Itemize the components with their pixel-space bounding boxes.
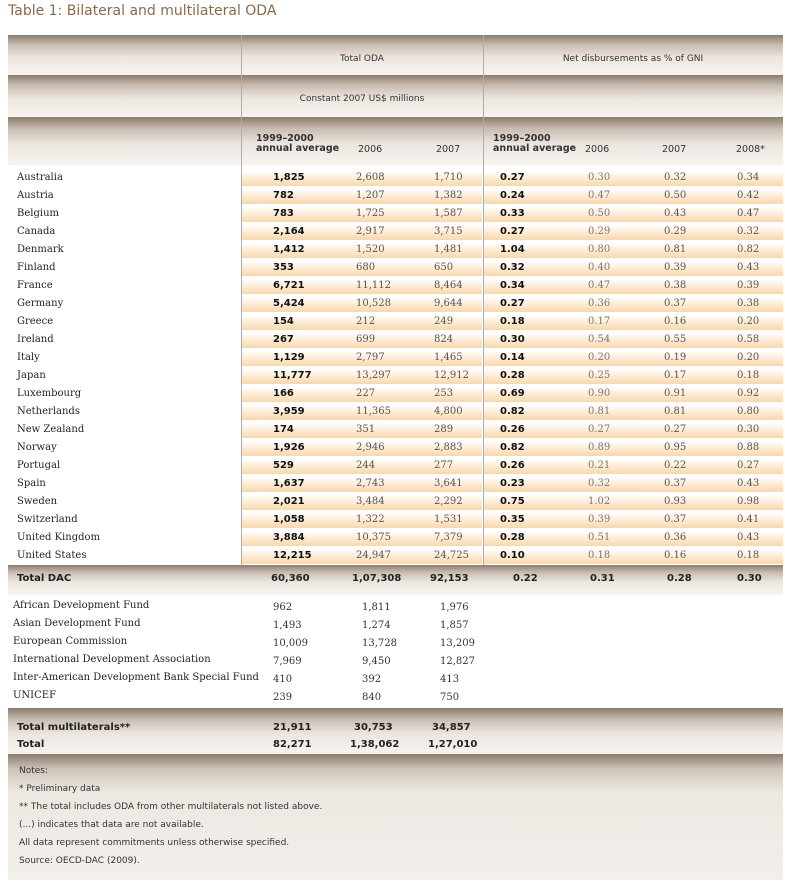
table-cell: 0.43 xyxy=(737,532,760,543)
table-cell: 0.34 xyxy=(500,280,525,291)
table-cell: 24,725 xyxy=(434,550,469,561)
table-cell: 277 xyxy=(434,460,454,471)
table-cell: 0.92 xyxy=(737,388,760,399)
oda-table xyxy=(8,35,783,880)
table-cell: 0.81 xyxy=(664,406,687,417)
table-cell: 0.81 xyxy=(664,244,687,255)
total-2006: 1,38,062 xyxy=(350,739,400,750)
table-cell: 154 xyxy=(273,316,294,327)
table-cell: 0.27 xyxy=(500,172,525,183)
table-cell: 0.29 xyxy=(588,226,611,237)
multilateral-cell: 239 xyxy=(273,692,293,703)
table-cell: 0.32 xyxy=(664,172,687,183)
table-cell: 0.25 xyxy=(588,370,611,381)
table-cell: 7,379 xyxy=(434,532,463,543)
country-label: Canada xyxy=(17,226,56,237)
table-cell: 2,292 xyxy=(434,496,463,507)
multilateral-row xyxy=(8,600,783,618)
country-label: United Kingdom xyxy=(17,532,100,543)
table-cell: 253 xyxy=(434,388,454,399)
table-cell: 0.38 xyxy=(737,298,760,309)
table-cell: 3,884 xyxy=(273,532,305,543)
table-row xyxy=(8,259,783,277)
table-row xyxy=(8,421,783,439)
country-label: Finland xyxy=(17,262,56,273)
multilateral-cell: 9,450 xyxy=(362,656,391,667)
table-cell: 0.95 xyxy=(664,442,687,453)
total-dac-gni-2007: 0.28 xyxy=(667,573,692,584)
table-cell: 0.42 xyxy=(737,190,760,201)
country-label: Greece xyxy=(17,316,54,327)
table-row xyxy=(8,331,783,349)
table-cell: 529 xyxy=(273,460,294,471)
table-cell: 2,608 xyxy=(356,172,385,183)
table-cell: 1,481 xyxy=(434,244,463,255)
multilateral-cell: 750 xyxy=(440,692,460,703)
table-cell: 824 xyxy=(434,334,454,345)
note-source: Source: OECD-DAC (2009). xyxy=(19,856,140,866)
table-cell: 0.39 xyxy=(588,514,611,525)
table-cell: 0.27 xyxy=(664,424,687,435)
table-cell: 0.37 xyxy=(664,478,687,489)
multilateral-cell: 392 xyxy=(362,674,382,685)
table-cell: 0.21 xyxy=(588,460,611,471)
table-cell: 0.54 xyxy=(588,334,611,345)
country-label: Switzerland xyxy=(17,514,78,525)
table-cell: 1,725 xyxy=(356,208,385,219)
multilateral-cell: 1,976 xyxy=(440,602,469,613)
table-cell: 1,129 xyxy=(273,352,305,363)
table-cell: 2,797 xyxy=(356,352,385,363)
country-label: Spain xyxy=(17,478,46,489)
multilateral-cell: 10,009 xyxy=(273,638,308,649)
table-cell: 1,412 xyxy=(273,244,305,255)
table-cell: 0.81 xyxy=(588,406,611,417)
country-label: Ireland xyxy=(17,334,54,345)
country-label: New Zealand xyxy=(17,424,85,435)
multilateral-label: UNICEF xyxy=(13,690,57,701)
table-title: Table 1: Bilateral and multilateral ODA xyxy=(8,3,277,19)
multilateral-label: Inter-American Development Bank Special Fund xyxy=(13,672,259,683)
table-cell: 0.29 xyxy=(664,226,687,237)
table-row xyxy=(8,313,783,331)
table-cell: 0.26 xyxy=(500,424,525,435)
table-cell: 0.55 xyxy=(664,334,687,345)
table-cell: 650 xyxy=(434,262,454,273)
table-cell: 0.80 xyxy=(588,244,611,255)
total-multilaterals-avg: 21,911 xyxy=(273,722,312,733)
table-cell: 3,715 xyxy=(434,226,463,237)
table-cell: 0.43 xyxy=(664,208,687,219)
table-cell: 0.30 xyxy=(588,172,611,183)
col-2007-oda: 2007 xyxy=(436,144,461,155)
constant-header: Constant 2007 US$ millions xyxy=(299,94,425,104)
table-cell: 0.89 xyxy=(588,442,611,453)
country-label: United States xyxy=(17,550,87,561)
total-multilaterals-label: Total multilaterals** xyxy=(17,722,131,733)
table-cell: 0.18 xyxy=(737,550,760,561)
table-row xyxy=(8,295,783,313)
table-cell: 0.10 xyxy=(500,550,525,561)
table-cell: 0.18 xyxy=(500,316,525,327)
multilateral-cell: 7,969 xyxy=(273,656,302,667)
country-label: Denmark xyxy=(17,244,64,255)
table-cell: 0.27 xyxy=(500,298,525,309)
table-row xyxy=(8,529,783,547)
table-cell: 0.51 xyxy=(588,532,611,543)
table-cell: 1.02 xyxy=(588,496,611,507)
table-cell: 4,800 xyxy=(434,406,463,417)
net-disb-header: Net disbursements as % of GNI xyxy=(562,54,704,64)
table-row xyxy=(8,187,783,205)
table-cell: 2,743 xyxy=(356,478,385,489)
total-dac-gni-2006: 0.31 xyxy=(590,573,615,584)
table-cell: 0.35 xyxy=(500,514,525,525)
table-cell: 1,520 xyxy=(356,244,385,255)
table-cell: 0.43 xyxy=(737,262,760,273)
total-dac-gni-avg: 0.22 xyxy=(513,573,538,584)
table-row xyxy=(8,277,783,295)
multilateral-label: International Development Association xyxy=(13,654,211,665)
col-2006-oda: 2006 xyxy=(358,144,383,155)
table-cell: 0.20 xyxy=(737,316,760,327)
table-cell: 1,637 xyxy=(273,478,305,489)
multilateral-row xyxy=(8,654,783,672)
table-cell: 0.24 xyxy=(500,190,525,201)
table-cell: 13,297 xyxy=(356,370,391,381)
table-cell: 0.18 xyxy=(588,550,611,561)
table-cell: 0.58 xyxy=(737,334,760,345)
total-multilaterals-2007: 34,857 xyxy=(432,722,471,733)
table-row xyxy=(8,547,783,565)
multilateral-label: Asian Development Fund xyxy=(13,618,141,629)
table-cell: 249 xyxy=(434,316,454,327)
table-cell: 1.04 xyxy=(500,244,525,255)
table-cell: 0.82 xyxy=(500,442,525,453)
multilateral-cell: 410 xyxy=(273,674,293,685)
country-label: Austria xyxy=(17,190,54,201)
col-avg-line1: 1999–2000 xyxy=(256,133,314,144)
multilateral-cell: 1,811 xyxy=(362,602,391,613)
total-dac-2006: 1,07,308 xyxy=(352,573,402,584)
table-cell: 1,531 xyxy=(434,514,463,525)
table-row xyxy=(8,475,783,493)
table-cell: 11,365 xyxy=(356,406,391,417)
country-label: Germany xyxy=(17,298,64,309)
table-cell: 0.38 xyxy=(664,280,687,291)
table-cell: 0.20 xyxy=(588,352,611,363)
table-cell: 0.43 xyxy=(737,478,760,489)
table-cell: 2,164 xyxy=(273,226,305,237)
table-cell: 1,465 xyxy=(434,352,463,363)
table-cell: 1,710 xyxy=(434,172,463,183)
table-cell: 0.32 xyxy=(737,226,760,237)
table-cell: 0.41 xyxy=(737,514,760,525)
table-cell: 11,777 xyxy=(273,370,312,381)
table-cell: 680 xyxy=(356,262,376,273)
table-cell: 0.30 xyxy=(737,424,760,435)
country-label: Belgium xyxy=(17,208,59,219)
table-row xyxy=(8,349,783,367)
table-cell: 0.18 xyxy=(737,370,760,381)
table-row xyxy=(8,403,783,421)
table-cell: 0.32 xyxy=(500,262,525,273)
multilateral-row xyxy=(8,636,783,654)
multilateral-cell: 13,728 xyxy=(362,638,397,649)
multilateral-row xyxy=(8,672,783,690)
table-cell: 0.16 xyxy=(664,316,687,327)
multilateral-row xyxy=(8,690,783,708)
table-cell: 289 xyxy=(434,424,454,435)
table-cell: 10,528 xyxy=(356,298,391,309)
table-cell: 0.34 xyxy=(737,172,760,183)
total-dac-2007: 92,153 xyxy=(430,573,469,584)
table-cell: 0.37 xyxy=(664,514,687,525)
note-not-available: (...) indicates that data are not available. xyxy=(19,820,204,830)
table-cell: 1,058 xyxy=(273,514,305,525)
table-cell: 0.30 xyxy=(500,334,525,345)
table-cell: 1,382 xyxy=(434,190,463,201)
table-cell: 174 xyxy=(273,424,294,435)
note-preliminary: * Preliminary data xyxy=(19,784,101,794)
multilateral-cell: 413 xyxy=(440,674,460,685)
table-row xyxy=(8,457,783,475)
table-cell: 0.40 xyxy=(588,262,611,273)
table-cell: 0.47 xyxy=(737,208,760,219)
multilateral-cell: 1,857 xyxy=(440,620,469,631)
country-label: France xyxy=(17,280,53,291)
table-cell: 12,215 xyxy=(273,550,312,561)
table-cell: 0.98 xyxy=(737,496,760,507)
table-cell: 11,112 xyxy=(356,280,391,291)
multilateral-cell: 13,209 xyxy=(440,638,475,649)
table-cell: 1,587 xyxy=(434,208,463,219)
table-cell: 0.88 xyxy=(737,442,760,453)
table-cell: 2,021 xyxy=(273,496,305,507)
table-cell: 0.93 xyxy=(664,496,687,507)
table-cell: 0.28 xyxy=(500,532,525,543)
multilateral-cell: 12,827 xyxy=(440,656,475,667)
multilateral-label: European Commission xyxy=(13,636,128,647)
total-oda-header: Total ODA xyxy=(340,54,384,64)
table-cell: 0.82 xyxy=(737,244,760,255)
multilateral-cell: 962 xyxy=(273,602,293,613)
col-2008-gni: 2008* xyxy=(736,144,765,155)
table-cell: 24,947 xyxy=(356,550,391,561)
table-cell: 0.22 xyxy=(664,460,687,471)
table-cell: 0.23 xyxy=(500,478,525,489)
total-multilaterals-2006: 30,753 xyxy=(354,722,393,733)
col-avg-line2: annual average xyxy=(493,143,577,154)
table-cell: 3,641 xyxy=(434,478,463,489)
table-cell: 1,322 xyxy=(356,514,385,525)
col-avg-line1: 1999–2000 xyxy=(493,133,551,144)
table-cell: 0.14 xyxy=(500,352,525,363)
table-cell: 0.69 xyxy=(500,388,525,399)
table-cell: 0.16 xyxy=(664,550,687,561)
table-cell: 2,917 xyxy=(356,226,385,237)
table-row xyxy=(8,169,783,187)
col-2006-gni: 2006 xyxy=(585,144,610,155)
table-cell: 0.39 xyxy=(664,262,687,273)
multilateral-cell: 1,493 xyxy=(273,620,302,631)
country-label: Netherlands xyxy=(17,406,80,417)
col-avg-line2: annual average xyxy=(256,143,340,154)
table-cell: 0.27 xyxy=(737,460,760,471)
table-cell: 782 xyxy=(273,190,294,201)
table-cell: 351 xyxy=(356,424,376,435)
table-cell: 2,946 xyxy=(356,442,385,453)
header-band-3 xyxy=(8,117,783,165)
table-cell: 10,375 xyxy=(356,532,391,543)
multilateral-label: African Development Fund xyxy=(13,600,150,611)
table-row xyxy=(8,205,783,223)
notes-heading: Notes: xyxy=(19,766,49,776)
table-cell: 0.39 xyxy=(737,280,760,291)
table-cell: 166 xyxy=(273,388,294,399)
table-cell: 1,207 xyxy=(356,190,385,201)
table-cell: 0.80 xyxy=(737,406,760,417)
table-row xyxy=(8,511,783,529)
table-cell: 244 xyxy=(356,460,376,471)
table-row xyxy=(8,241,783,259)
notes xyxy=(19,762,322,870)
table-cell: 699 xyxy=(356,334,376,345)
total-avg: 82,271 xyxy=(273,739,312,750)
table-cell: 0.17 xyxy=(664,370,687,381)
multilateral-cell: 840 xyxy=(362,692,382,703)
table-cell: 2,883 xyxy=(434,442,463,453)
total-2007: 1,27,010 xyxy=(428,739,478,750)
country-label: Norway xyxy=(17,442,57,453)
table-cell: 353 xyxy=(273,262,294,273)
table-cell: 1,825 xyxy=(273,172,305,183)
table-cell: 0.91 xyxy=(664,388,687,399)
table-cell: 267 xyxy=(273,334,294,345)
table-cell: 6,721 xyxy=(273,280,305,291)
table-cell: 1,926 xyxy=(273,442,305,453)
country-label: Australia xyxy=(17,172,63,183)
country-label: Japan xyxy=(17,370,46,381)
note-commitments: All data represent commitments unless otherwise specified. xyxy=(19,838,290,848)
table-cell: 783 xyxy=(273,208,294,219)
table-cell: 0.50 xyxy=(664,190,687,201)
table-cell: 3,959 xyxy=(273,406,305,417)
table-row xyxy=(8,367,783,385)
table-cell: 3,484 xyxy=(356,496,385,507)
country-label: Luxembourg xyxy=(17,388,82,399)
table-cell: 0.32 xyxy=(588,478,611,489)
table-cell: 212 xyxy=(356,316,376,327)
country-label: Portugal xyxy=(17,460,61,471)
col-avg-header-gni xyxy=(493,134,576,154)
table-cell: 227 xyxy=(356,388,376,399)
table-cell: 0.75 xyxy=(500,496,525,507)
country-label: Sweden xyxy=(17,496,58,507)
table-cell: 0.47 xyxy=(588,280,611,291)
table-cell: 9,644 xyxy=(434,298,463,309)
table-cell: 0.26 xyxy=(500,460,525,471)
table-cell: 5,424 xyxy=(273,298,305,309)
table-cell: 0.17 xyxy=(588,316,611,327)
total-dac-gni-2008: 0.30 xyxy=(737,573,762,584)
country-label: Italy xyxy=(17,352,40,363)
table-row xyxy=(8,223,783,241)
table-row xyxy=(8,385,783,403)
table-cell: 0.19 xyxy=(664,352,687,363)
table-cell: 0.90 xyxy=(588,388,611,399)
table-cell: 0.28 xyxy=(500,370,525,381)
table-cell: 0.33 xyxy=(500,208,525,219)
table-cell: 0.37 xyxy=(664,298,687,309)
table-cell: 0.27 xyxy=(500,226,525,237)
total-label: Total xyxy=(17,739,45,750)
table-row xyxy=(8,439,783,457)
table-cell: 0.47 xyxy=(588,190,611,201)
total-dac-label: Total DAC xyxy=(17,573,72,584)
table-row xyxy=(8,493,783,511)
multilateral-cell: 1,274 xyxy=(362,620,391,631)
total-dac-avg: 60,360 xyxy=(271,573,310,584)
table-cell: 0.20 xyxy=(737,352,760,363)
table-cell: 0.27 xyxy=(588,424,611,435)
table-cell: 8,464 xyxy=(434,280,463,291)
table-cell: 0.36 xyxy=(588,298,611,309)
note-total-multilaterals: ** The total includes ODA from other multilaterals not listed above. xyxy=(19,802,323,812)
table-cell: 0.36 xyxy=(664,532,687,543)
table-cell: 0.50 xyxy=(588,208,611,219)
table-cell: 12,912 xyxy=(434,370,469,381)
multilateral-row xyxy=(8,618,783,636)
table-cell: 0.82 xyxy=(500,406,525,417)
col-2007-gni: 2007 xyxy=(662,144,687,155)
col-avg-header-oda xyxy=(256,134,339,154)
